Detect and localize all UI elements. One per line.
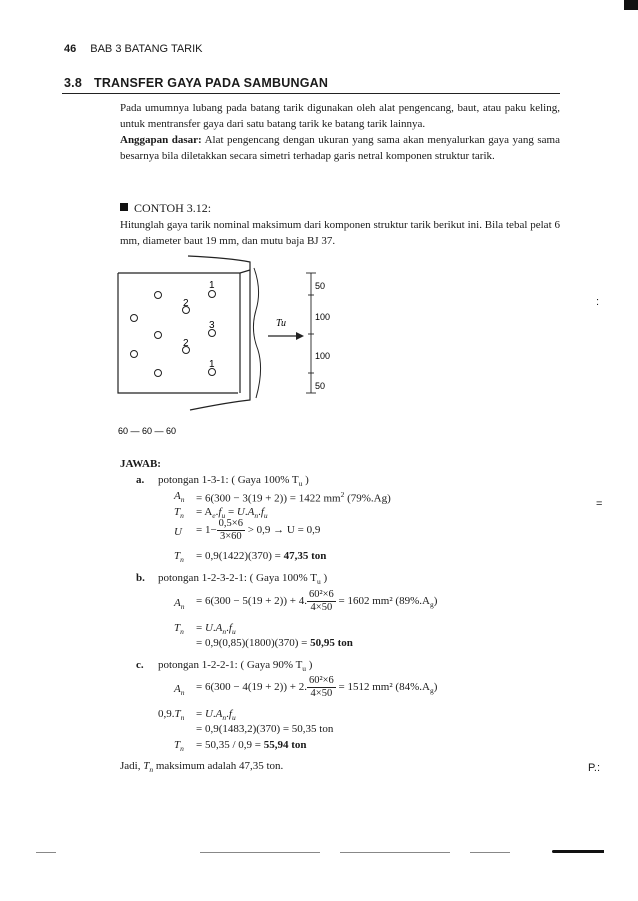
a-line-an-value: = 6(300 − 3(19 + 2)) = 1422 $mm^2$ (79%.Ag)	[196, 490, 391, 505]
c-line-calc: = 0,9(1483,2)(370) = 50,35 ton	[196, 723, 334, 735]
a-line-an: $A_n$	[174, 490, 185, 505]
a-line-tn-formula: = $A_e.f_u = U.A_n.f_u$	[196, 506, 268, 521]
a-line-tn2: $T_n$	[174, 550, 184, 565]
chapter-title: BAB 3 BATANG TARIK	[90, 43, 203, 55]
a-line-u: U	[174, 526, 182, 538]
bolted-plate-figure	[100, 250, 360, 435]
section-title: TRANSFER GAYA PADA SAMBUNGAN	[93, 76, 329, 90]
c-line-an-formula: = 6(300 − 4(19 + 2)) + 2. $\frac{\text{60²×6}}{4\times 50}$ = 1512 mm² $(84\%.A_g)$	[196, 675, 438, 699]
answer-heading: JAWAB:	[120, 458, 161, 470]
dim-horizontal: 60 — 60 — 60	[118, 426, 177, 435]
section-number: 3.8	[64, 76, 82, 90]
part-b-title: potongan 1-2-3-2-1: ( Gaya 100% $T_u$ )	[158, 572, 328, 587]
example-title: CONTOH 3.12:	[134, 201, 212, 215]
b-line-an-formula: = 6(300 − 5(19 + 2)) + 4. $\frac{\text{60²×6}}{4\times 50}$ = 1602 mm² $(89\%.A_g)$	[196, 589, 438, 613]
bolt-label: 1	[209, 280, 215, 291]
scan-line	[200, 852, 320, 853]
scan-line	[470, 852, 510, 853]
paragraph-problem: Hitunglah gaya tarik nominal maksimum dari komponen struktur tarik berikut ini. Bila tebal pelat 6 mm, diameter baut 19 mm, dan mutu baja BJ 37.	[120, 219, 560, 248]
scan-line	[340, 852, 450, 853]
force-label: Tu	[276, 318, 287, 329]
b-line-an: $A_n$	[174, 597, 185, 612]
scan-line	[36, 852, 56, 853]
paragraph-assumption	[120, 132, 560, 164]
margin-mark: :	[596, 296, 600, 308]
a-line-tn: $T_n$	[174, 506, 184, 521]
margin-mark: P.:	[588, 762, 601, 774]
dim-vertical: 100	[315, 312, 331, 322]
part-b-label: b.	[136, 572, 145, 584]
scan-corner-mark	[624, 0, 638, 10]
margin-mark: =	[596, 498, 603, 510]
c-line-tn: $T_n$	[174, 739, 184, 754]
dim-vertical: 100	[315, 351, 331, 361]
dim-vertical: 50	[315, 281, 326, 291]
part-c-title: potongan 1-2-2-1: ( Gaya 90% $T_u$ )	[158, 659, 313, 674]
paragraph-intro: Pada umumnya lubang pada batang tarik digunakan oleh alat pengencang, baut, atau paku keling, untuk mentransfer gaya dari satu batang tarik ke batang tarik lainnya.	[120, 102, 560, 131]
bolt-label: 1	[209, 359, 215, 370]
conclusion: Jadi, $T_n$ maksimum adalah 47,35 ton.	[120, 760, 284, 775]
bolt-label: 3	[209, 320, 215, 331]
part-c-label: c.	[136, 659, 144, 671]
c-line-tn-formula: = $U.A_n.f_u$	[196, 708, 236, 723]
dim-vertical: 50	[315, 381, 326, 391]
page-number: 46	[64, 43, 77, 55]
a-result: = 0,9(1422)(370) = 47,35 ton	[196, 550, 327, 562]
b-line-tn: $T_n$	[174, 622, 184, 637]
part-a-label: a.	[136, 474, 145, 486]
b-line-tn-formula: = $U.A_n.f_u$	[196, 622, 236, 637]
running-header	[64, 43, 203, 55]
section-heading	[64, 76, 328, 90]
part-a-title: potongan 1-3-1: ( Gaya 100% $T_u$ )	[158, 474, 309, 489]
section-rule	[62, 93, 560, 94]
c-result: = 50,35 / 0,9 = 55,94 ton	[196, 739, 307, 751]
bolt-label: 2	[183, 298, 189, 309]
assumption-text: Alat pengencang dengan ukuran yang sama akan menyalurkan gaya yang sama besarnya bila diletakkan secara simetri terhadap garis netral komponen struktur tarik.	[120, 134, 560, 163]
a-line-u-formula: = 1− $\frac{0,5\times 6}{3\times 60}$ > 0,9 → U = 0,9	[196, 518, 321, 542]
assumption-label: Anggapan dasar:	[120, 134, 202, 146]
example-heading	[120, 201, 211, 216]
b-result: = 0,9(0,85)(1800)(370) = 50,95 ton	[196, 637, 353, 649]
bolt-label: 2	[183, 338, 189, 349]
c-line-09tn: $0,9.T_n$	[158, 708, 185, 723]
scan-mark	[552, 850, 604, 853]
c-line-an: $A_n$	[174, 683, 185, 698]
bullet-square-icon	[120, 203, 128, 211]
